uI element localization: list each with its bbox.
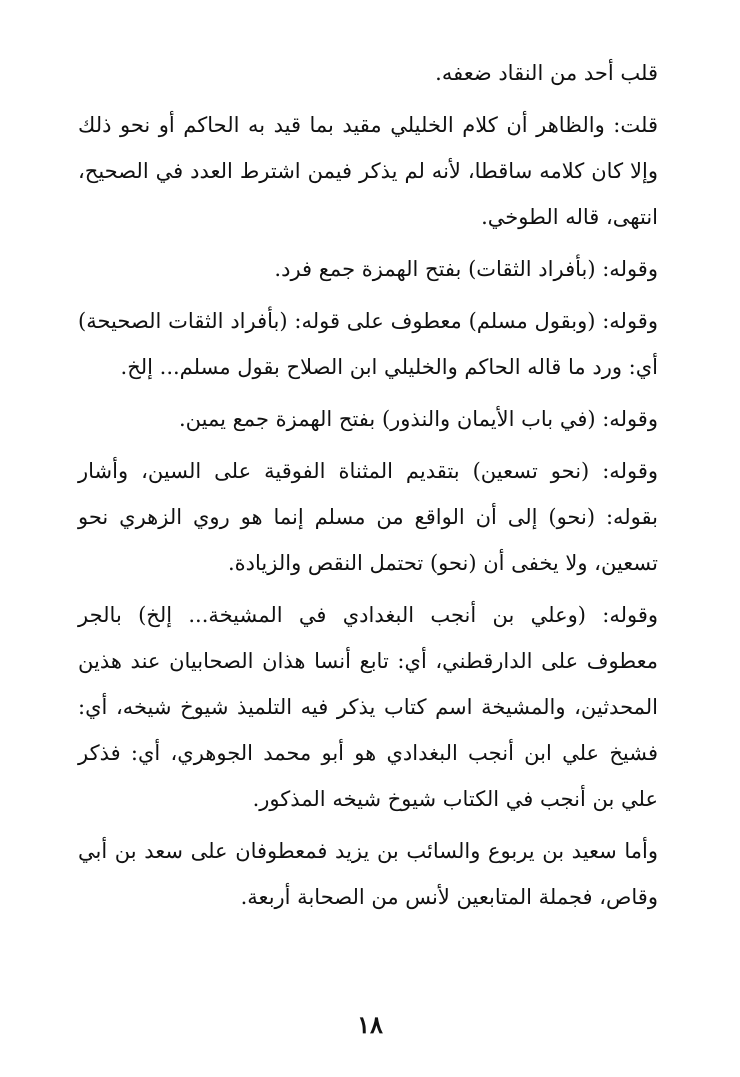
paragraph-1: قلب أحد من النقاد ضعفه.	[435, 61, 658, 85]
paragraph-7: وقوله: (وعلي بن أنجب البغدادي في المشيخة... إلخ) بالجر معطوف على الدارقطني، أي: تابع أنسا هذان الصحابيان عند هذين المحدثين، والمشيخة اسم كتاب يذكر فيه التلميذ شيوخ شيخه، أي: فشيخ علي ابن أنجب البغدادي هو أبو محمد الجوهري، أي: فذكر علي بن أنجب في الكتاب شيوخ شيخه المذكور.	[78, 603, 658, 811]
paragraph-3: وقوله: (بأفراد الثقات) بفتح الهمزة جمع فرد.	[274, 257, 658, 281]
paragraph-4: وقوله: (وبقول مسلم) معطوف على قوله: (بأفراد الثقات الصحيحة) أي: ورد ما قاله الحاكم والخليلي ابن الصلاح بقول مسلم... إلخ.	[78, 309, 658, 379]
paragraph-5: وقوله: (في باب الأيمان والنذور) بفتح الهمزة جمع يمين.	[178, 407, 658, 431]
paragraph-6: وقوله: (نحو تسعين) بتقديم المثناة الفوقية على السين، وأشار بقوله: (نحو) إلى أن الواقع من مسلم إنما هو روي الزهري نحو تسعين، ولا يخفى أن (نحو) تحتمل النقص والزيادة.	[78, 459, 658, 575]
page-number: ١٨	[357, 1010, 383, 1039]
paragraph-2: قلت: والظاهر أن كلام الخليلي مقيد بما قيد به الحاكم أو نحو ذلك وإلا كان كلامه ساقطا، لأنه لم يذكر فيمن اشترط العدد في الصحيح، انتهى، قاله الطوخي.	[78, 113, 658, 229]
main-text	[78, 50, 658, 926]
paragraph-8: وأما سعيد بن يربوع والسائب بن يزيد فمعطوفان على سعد بن أبي وقاص، فجملة المتابعين لأنس من الصحابة أربعة.	[78, 839, 658, 909]
